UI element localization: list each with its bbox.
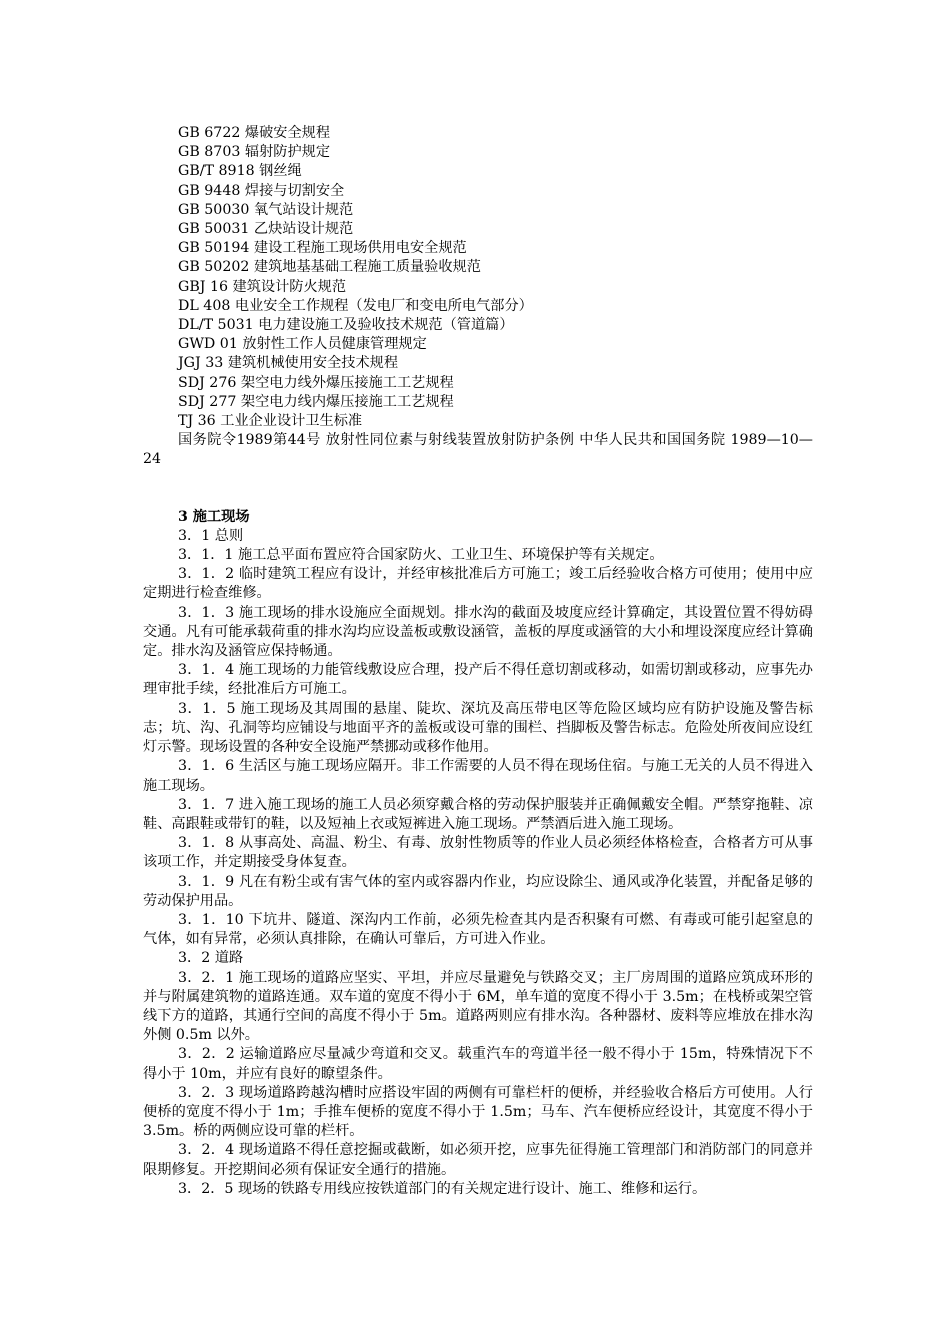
clause-3-1-6: 3．1．6 生活区与施工现场应隔开。非工作需要的人员不得在现场住宿。与施工无关的人员不得进入施工现场。 [143,758,813,794]
standard-item: GBJ 16 建筑设计防火规范 [178,278,347,295]
standard-item: SDJ 277 架空电力线内爆压接施工工艺规程 [178,393,454,410]
clause-3-1-9: 3．1．9 凡在有粉尘或有害气体的室内或容器内作业，均应设除尘、通风或净化装置，并配备足够的劳动保护用品。 [143,873,813,909]
standard-item: GB 50031 乙炔站设计规范 [178,221,354,238]
clause-3-1-4: 3．1．4 施工现场的力能管线敷设应合理，投产后不得任意切割或移动，如需切割或移动，应事先办理审批手续，经批准后方可施工。 [143,662,813,698]
standard-item: GB 50030 氧气站设计规范 [178,201,354,218]
clause-3-1-2: 3．1．2 临时建筑工程应有设计，并经审核批准后方可施工；竣工后经验收合格方可使用；使用中应定期进行检查维修。 [143,566,813,602]
standard-item: SDJ 276 架空电力线外爆压接施工工艺规程 [178,374,454,391]
standard-item: JGJ 33 建筑机械使用安全技术规程 [178,355,399,372]
standard-item: GB/T 8918 钢丝绳 [178,163,302,180]
standard-item: GB 8703 辐射防护规定 [178,144,331,161]
standard-item: GB 50202 建筑地基基础工程施工质量验收规范 [178,259,481,276]
standard-item: TJ 36 工业企业设计卫生标准 [178,413,363,430]
clause-3-1-3: 3．1．3 施工现场的排水设施应全面规划。排水沟的截面及坡度应经计算确定，其设置位置不得妨碍交通。凡有可能承载荷重的排水沟均应设盖板或敷设涵管，盖板的厚度或涵管的大小和埋设深度应经计算确定。排水沟及涵管应保持畅通。 [143,604,813,660]
clause-3-1-8: 3．1．8 从事高处、高温、粉尘、有毒、放射性物质等的作业人员必须经体格检查，合格者方可从事该项工作，并定期接受身体复查。 [143,835,813,871]
standard-item: GB 9448 焊接与切割安全 [178,182,345,199]
standard-item: GWD 01 放射性工作人员健康管理规定 [178,336,427,353]
clause-3-1-1: 3．1．1 施工总平面布置应符合国家防火、工业卫生、环境保护等有关规定。 [178,547,664,564]
standard-item: GB 6722 爆破安全规程 [178,125,331,141]
clause-3-2-1: 3．2．1 施工现场的道路应坚实、平坦，并应尽量避免与铁路交叉；主厂房周围的道路应筑成环形的并与附属建筑物的道路连通。双车道的宽度不得小于 6M，单车道的宽度不得小于 3.5m；在栈桥或架空管线下方的道路，其通行空间的高度不得小于 5m。道路两则应有排水沟。各种器材、废料等应堆放在排水沟外侧 0.5m 以外。 [143,969,813,1044]
clause-3-1-5: 3．1．5 施工现场及其周围的悬崖、陡坎、深坑及高压带电区等危险区域均应有防护设施及警告标志；坑、沟、孔洞等均应铺设与地面平齐的盖板或设可靠的围栏、挡脚板及警告标志。危险处所夜间应设红灯示警。现场设置的各种安全设施严禁挪动或移作他用。 [143,700,813,756]
standard-item: GB 50194 建设工程施工现场供用电安全规范 [178,240,467,257]
standard-item: DL/T 5031 电力建设施工及验收技术规范（管道篇） [178,317,514,334]
standard-item: DL 408 电业安全工作规程（发电厂和变电所电气部分） [178,297,533,314]
clause-3-2-5: 3．2．5 现场的铁路专用线应按铁道部门的有关规定进行设计、施工、维修和运行。 [178,1180,707,1197]
clause-3-2-2: 3．2．2 运输道路应尽量减少弯道和交叉。载重汽车的弯道半径一般不得小于 15m，特殊情况下不得小于 10m，并应有良好的瞭望条件。 [143,1046,813,1082]
section-title: 3 施工现场 [178,508,250,525]
clause-3-2-3: 3．2．3 现场道路跨越沟槽时应搭设牢固的两侧有可靠栏杆的便桥，并经验收合格后方可使用。人行便桥的宽度不得小于 1m；手推车便桥的宽度不得小于 1.5m；马车、汽车便桥应经设计，其宽度不得小于 3.5m。桥的两侧应设可靠的栏杆。 [143,1084,813,1140]
clause-3-1-7: 3．1．7 进入施工现场的施工人员必须穿戴合格的劳动保护服装并正确佩戴安全帽。严禁穿拖鞋、凉鞋、高跟鞋或带钉的鞋，以及短袖上衣或短裤进入施工现场。严禁酒后进入施工现场。 [143,796,813,832]
spacer [143,470,813,508]
subsection-title: 3．2 道路 [178,950,244,967]
clause-3-2-4: 3．2．4 现场道路不得任意挖掘或截断，如必须开挖，应事先征得施工管理部门和消防部门的同意并限期修复。开挖期间必须有保证安全通行的措施。 [143,1142,813,1178]
decree-reference: 国务院令1989第44号 放射性同位素与射线装置放射防护条例 中华人民共和国国务院 1989—10—24 [143,432,813,468]
document-page [143,124,813,1199]
clause-3-1-10: 3．1．10 下坑井、隧道、深沟内工作前，必须先检查其内是否积聚有可燃、有毒或可能引起窒息的气体，如有异常，必须认真排除，在确认可靠后，方可进入作业。 [143,911,813,948]
subsection-title: 3．1 总则 [178,527,244,544]
